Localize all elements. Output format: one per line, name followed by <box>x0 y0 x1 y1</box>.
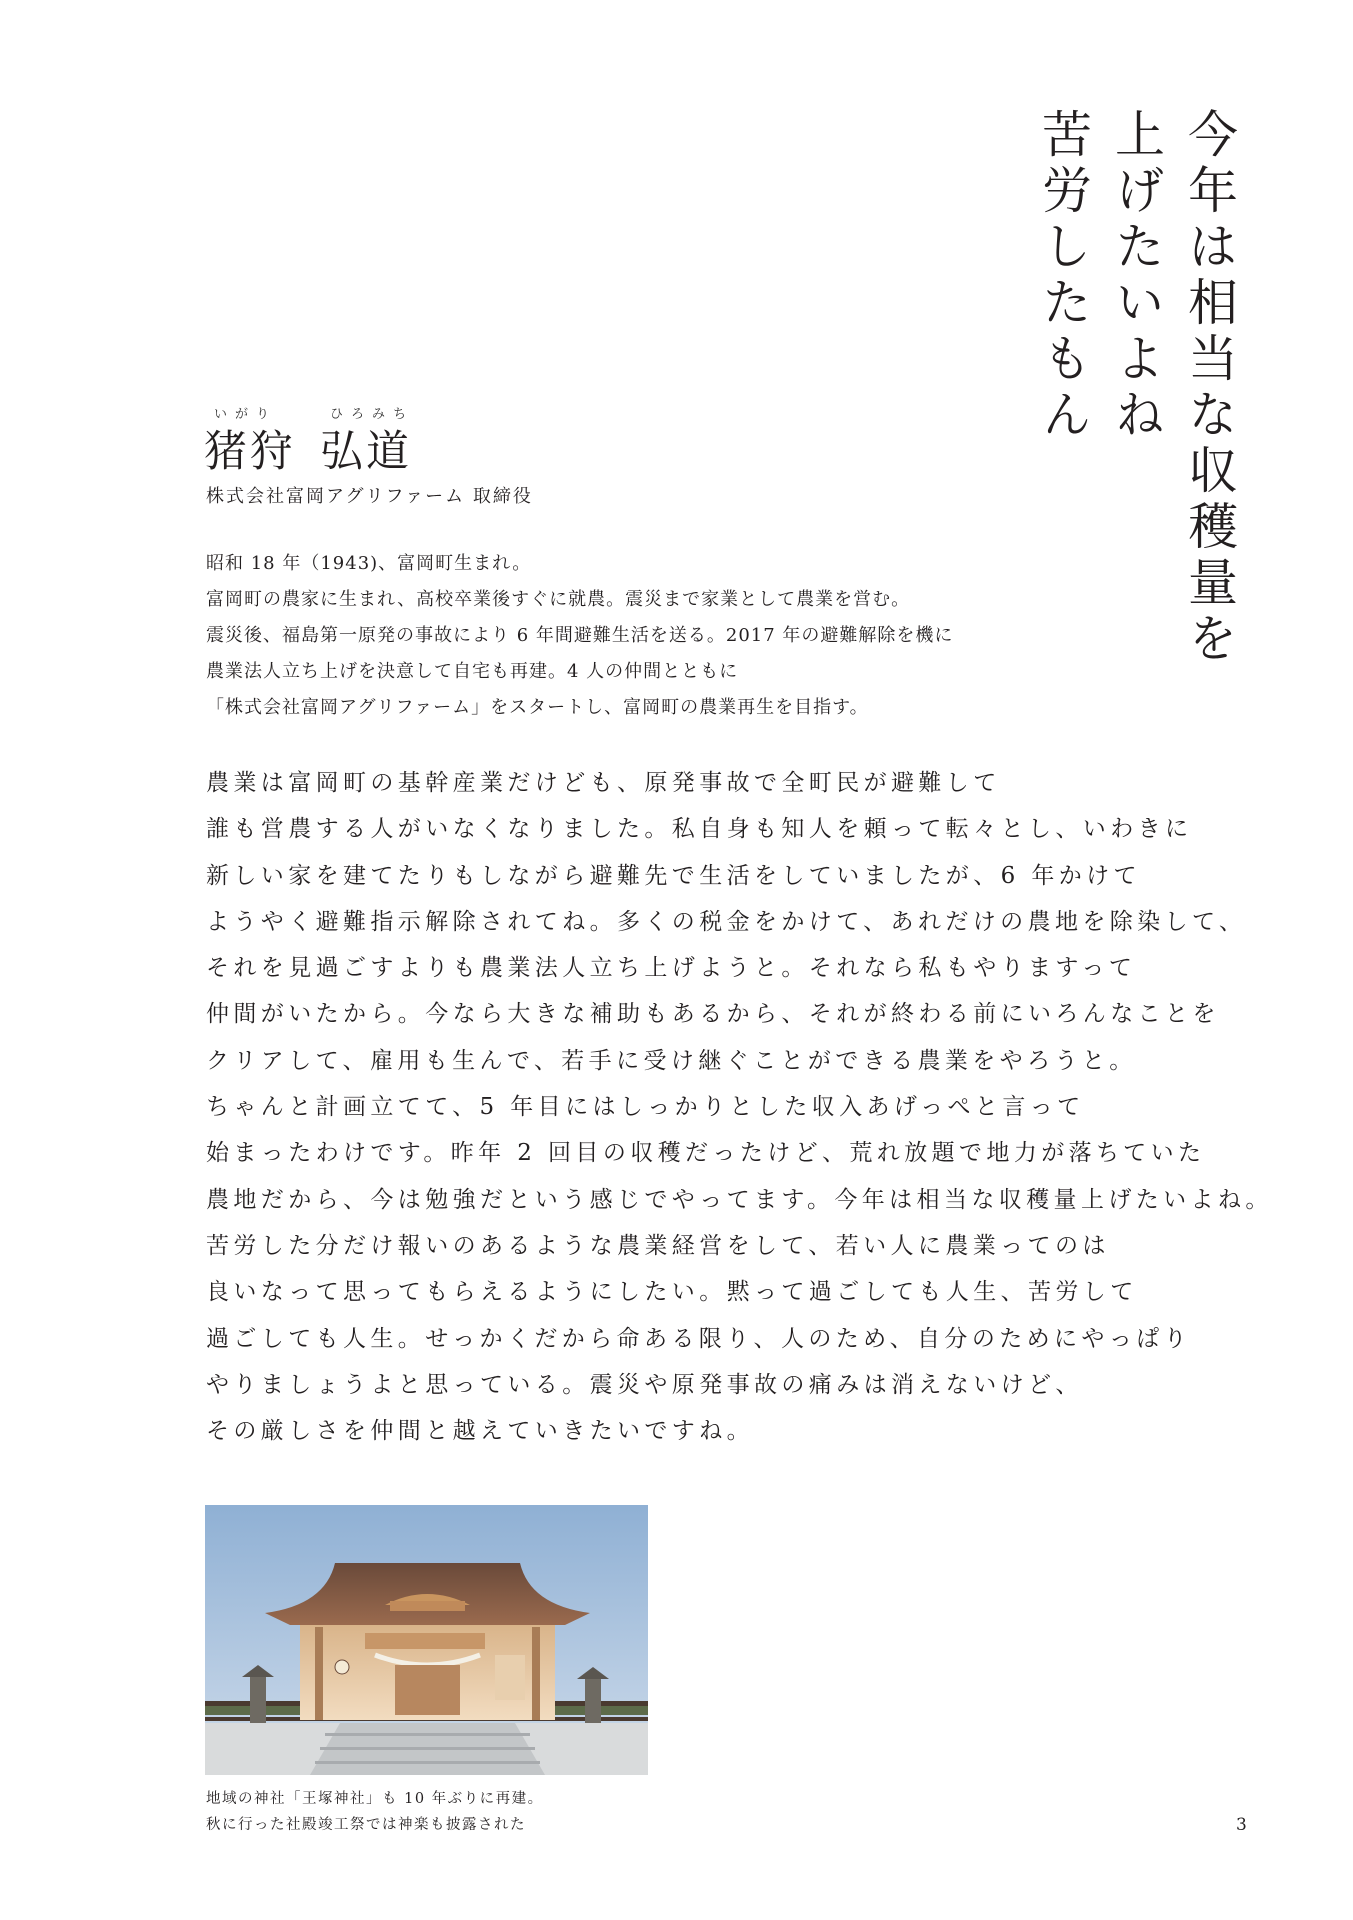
body-line: ちゃんと計画立てて、5 年目にはしっかりとした収入あげっぺと言って <box>206 1094 1085 1121</box>
body-line: 仲間がいたから。今なら大きな補助もあるから、それが終わる前にいろんなことを <box>206 1001 1220 1028</box>
caption-line: 地域の神社「王塚神社」も 10 年ぶりに再建。 <box>206 1791 544 1807</box>
page-number: 3 <box>1236 1815 1247 1835</box>
furigana-given: ひろみち <box>330 407 415 422</box>
photo-caption <box>206 1786 544 1838</box>
body-line: クリアして、雇用も生んで、若手に受け継ぐことができる農業をやろうと。 <box>206 1047 1137 1074</box>
headline-column-1: 今年は相当な収穫量を <box>1180 108 1238 668</box>
furigana-family: いがり <box>214 407 278 422</box>
bio-line: 「株式会社富岡アグリファーム」をスタートし、富岡町の農業再生を目指す。 <box>206 697 869 718</box>
body-line: ようやく避難指示解除されてね。多くの税金をかけて、あれだけの農地を除染して、 <box>206 908 1247 935</box>
body-line: 苦労した分だけ報いのあるような農業経営をして、若い人に農業ってのは <box>206 1232 1110 1259</box>
body-line: 誰も営農する人がいなくなりました。私自身も知人を頼って転々とし、いわきに <box>206 816 1193 843</box>
family-name: 猪狩 <box>204 427 296 477</box>
body-line: それを見過ごすよりも農業法人立ち上げようと。それなら私もやりますって <box>206 955 1137 982</box>
body-line: やりましょうよと思っている。震災や原発事故の痛みは消えないけど、 <box>206 1371 1083 1398</box>
bio-line: 昭和 18 年（1943)、富岡町生まれ。 <box>206 553 532 574</box>
person-title: 株式会社富岡アグリファーム 取締役 <box>206 486 533 507</box>
headline-column-3: 苦労したもん <box>1034 108 1092 444</box>
body-line: 農業は富岡町の基幹産業だけども、原発事故で全町民が避難して <box>206 770 1001 796</box>
bio-line: 震災後、福島第一原発の事故により 6 年間避難生活を送る。2017 年の避難解除を機に <box>206 625 954 646</box>
given-name: 弘道 <box>320 427 412 477</box>
interview-body <box>206 760 1273 1454</box>
body-line: その厳しさを仲間と越えていきたいですね。 <box>206 1418 754 1445</box>
bio-line: 農業法人立ち上げを決意して自宅も再建。4 人の仲間とともに <box>206 661 739 682</box>
body-line: 良いなって思ってもらえるようにしたい。黙って過ごしても人生、苦労して <box>206 1279 1138 1306</box>
body-line: 新しい家を建てたりもしながら避難先で生活をしていましたが、6 年かけて <box>206 862 1141 889</box>
caption-line: 秋に行った社殿竣工祭では神楽も披露された <box>206 1817 526 1833</box>
biography <box>206 546 1086 726</box>
body-line: 農地だから、今は勉強だという感じでやってます。今年は相当な収穫量上げたいよね。 <box>206 1186 1273 1213</box>
body-line: 始まったわけです。昨年 2 回目の収穫だったけど、荒れ放題で地力が落ちていた <box>206 1140 1206 1167</box>
bio-line: 富岡町の農家に生まれ、高校卒業後すぐに就農。震災まで家業として農業を営む。 <box>206 589 911 610</box>
headline-column-2: 上げたいよね <box>1107 108 1165 444</box>
shrine-photo <box>205 1505 648 1775</box>
body-line: 過ごしても人生。せっかくだから命ある限り、人のため、自分のためにやっぱり <box>206 1325 1192 1352</box>
person-name <box>204 418 412 479</box>
